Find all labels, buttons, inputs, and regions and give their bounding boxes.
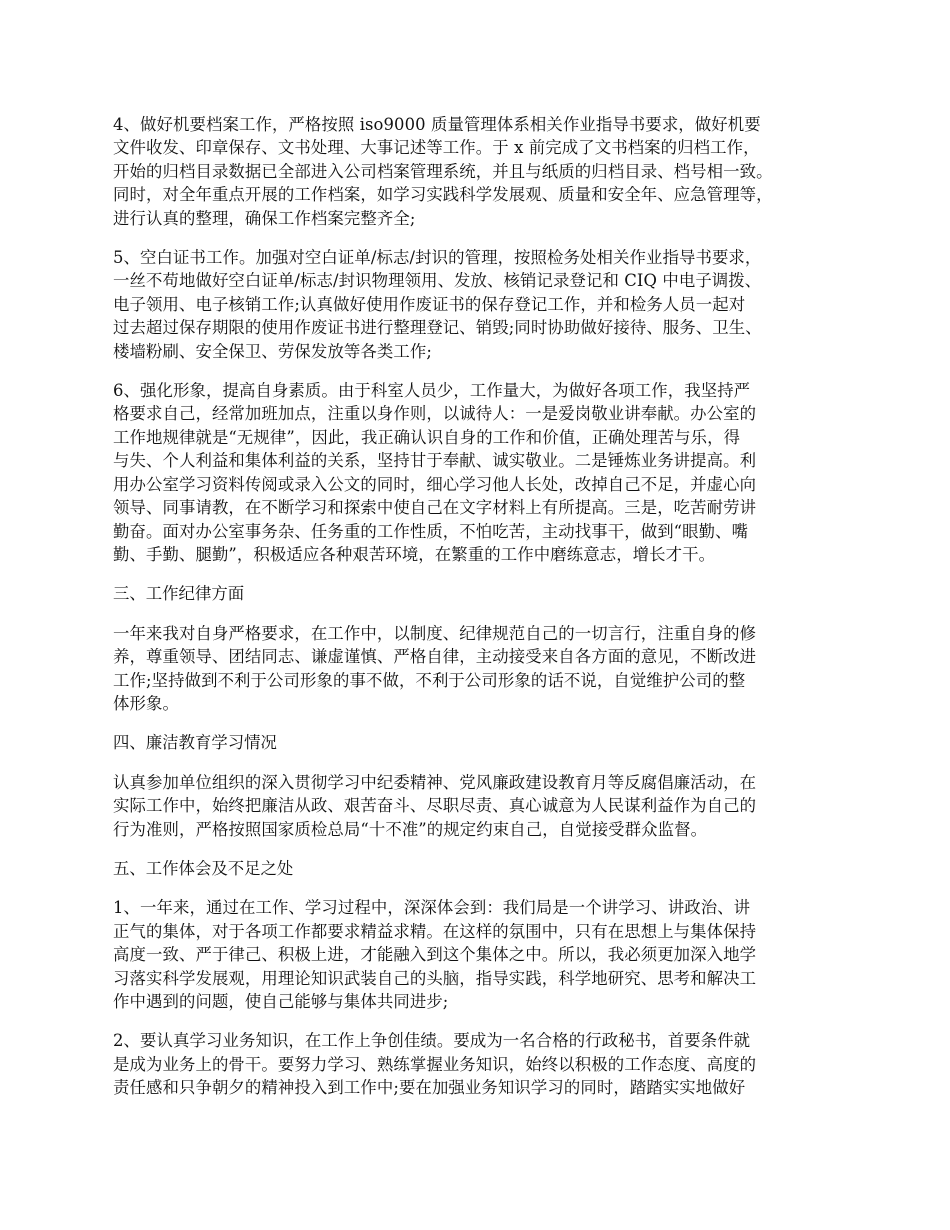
body-paragraph [113, 246, 853, 363]
text-line: 勤奋。面对办公室事务杂、任务重的工作性质，不怕吃苦，主动找事干，做到“眼勤、嘴 [113, 521, 749, 541]
text-line: 同时，对全年重点开展的工作档案，如学习实践科学发展观、质量和安全年、应急管理等， [113, 185, 773, 205]
text-line: 6、强化形象，提高自身素质。由于科室人员少，工作量大，为做好各项工作，我坚持严 [113, 381, 751, 401]
text-line: 进行认真的整理，确保工作档案完整齐全; [113, 208, 416, 228]
text-line: 责任感和只争朝夕的精神投入到工作中;要在加强业务知识学习的同时，踏踏实实地做好 [113, 1078, 746, 1098]
section-heading [113, 731, 853, 754]
text-line: 格要求自己，经常加班加点，注重以身作则，以诚待人：一是爱岗敬业讲奉献。办公室的 [113, 404, 757, 424]
body-paragraph [113, 379, 853, 566]
text-line: 领导、同事请教，在不断学习和探索中使自己在文字材料上有所提高。三是，吃苦耐劳讲 [113, 498, 757, 518]
text-line: 工作地规律就是“无规律”，因此，我正确认识自身的工作和价值，正确处理苦与乐，得 [113, 427, 741, 447]
text-line: 三、工作纪律方面 [113, 584, 245, 604]
text-line: 1、一年来，通过在工作、学习过程中，深深体会到：我们局是一个讲学习、讲政治、讲 [113, 898, 751, 918]
text-line: 过去超过保存期限的使用作废证书进行整理登记、销毁;同时协助做好接待、服务、卫生、 [113, 318, 762, 338]
text-line: 五、工作体会及不足之处 [113, 858, 294, 878]
text-line: 2、要认真学习业务知识，在工作上争创佳绩。要成为一名合格的行政秘书，首要条件就 [113, 1031, 751, 1051]
text-line: 实际工作中，始终把廉洁从政、艰苦奋斗、尽职尽责、真心诚意为人民谋利益作为自己的 [113, 796, 757, 816]
text-line: 电子领用、电子核销工作;认真做好使用作废证书的保存登记工作，并和检务人员一起对 [113, 294, 746, 314]
section-heading [113, 857, 853, 880]
body-paragraph [113, 113, 853, 230]
text-line: 四、廉洁教育学习情况 [113, 733, 277, 753]
text-line: 用办公室学习资料传阅或录入公文的同时，细心学习他人长处，改掉自己不足，并虚心向 [113, 474, 757, 494]
text-line: 体形象。 [113, 693, 179, 713]
text-line: 文件收发、印章保存、文书处理、大事记述等工作。于 x 前完成了文书档案的归档工作， [113, 138, 760, 158]
text-line: 开始的归档目录数据已全部进入公司档案管理系统，并且与纸质的归档目录、档号相一致。 [113, 161, 773, 181]
body-paragraph [113, 896, 853, 1013]
text-line: 习落实科学发展观，用理论知识武装自己的头脑，指导实践，科学地研究、思考和解决工 [113, 968, 757, 988]
body-paragraph [113, 622, 853, 716]
body-paragraph [113, 771, 853, 841]
text-line: 4、做好机要档案工作，严格按照 iso9000 质量管理体系相关作业指导书要求，做好机要 [113, 115, 761, 134]
text-line: 是成为业务上的骨干。要努力学习、熟练掌握业务知识，始终以积极的工作态度、高度的 [113, 1054, 757, 1074]
text-line: 一年来我对自身严格要求，在工作中，以制度、纪律规范自己的一切言行，注重自身的修 [113, 623, 757, 643]
text-line: 5、空白证书工作。加强对空白证单/标志/封识的管理，按照检务处相关作业指导书要求， [113, 248, 762, 268]
text-line: 勤、手勤、腿勤”，积极适应各种艰苦环境，在繁重的工作中磨练意志，增长才干。 [113, 544, 716, 564]
document-page [113, 113, 853, 1116]
text-line: 正气的集体，对于各项工作都要求精益求精。在这样的氛围中，只有在思想上与集体保持 [113, 921, 757, 941]
body-paragraph [113, 1029, 853, 1099]
text-line: 工作;坚持做到不利于公司形象的事不做，不利于公司形象的话不说，自觉维护公司的整 [113, 670, 746, 690]
text-line: 作中遇到的问题，使自己能够与集体共同进步; [113, 992, 449, 1011]
text-line: 楼墙粉刷、安全保卫、劳保发放等各类工作; [113, 341, 432, 361]
text-line: 认真参加单位组织的深入贯彻学习中纪委精神、党风廉政建设教育月等反腐倡廉活动，在 [113, 772, 757, 792]
text-line: 与失、个人利益和集体利益的关系，坚持甘于奉献、诚实敬业。二是锤炼业务讲提高。利 [113, 451, 757, 471]
text-line: 养，尊重领导、团结同志、谦虚谨慎、严格自律，主动接受来自各方面的意见，不断改进 [113, 647, 757, 667]
text-line: 一丝不苟地做好空白证单/标志/封识物理领用、发放、核销记录登记和 CIQ 中电子调拨、 [113, 271, 762, 291]
text-line: 行为准则，严格按照国家质检总局“十不准”的规定约束自己，自觉接受群众监督。 [113, 819, 708, 839]
text-line: 高度一致、严于律己、积极上进，才能融入到这个集体之中。所以，我必须更加深入地学 [113, 945, 757, 965]
section-heading [113, 582, 853, 605]
